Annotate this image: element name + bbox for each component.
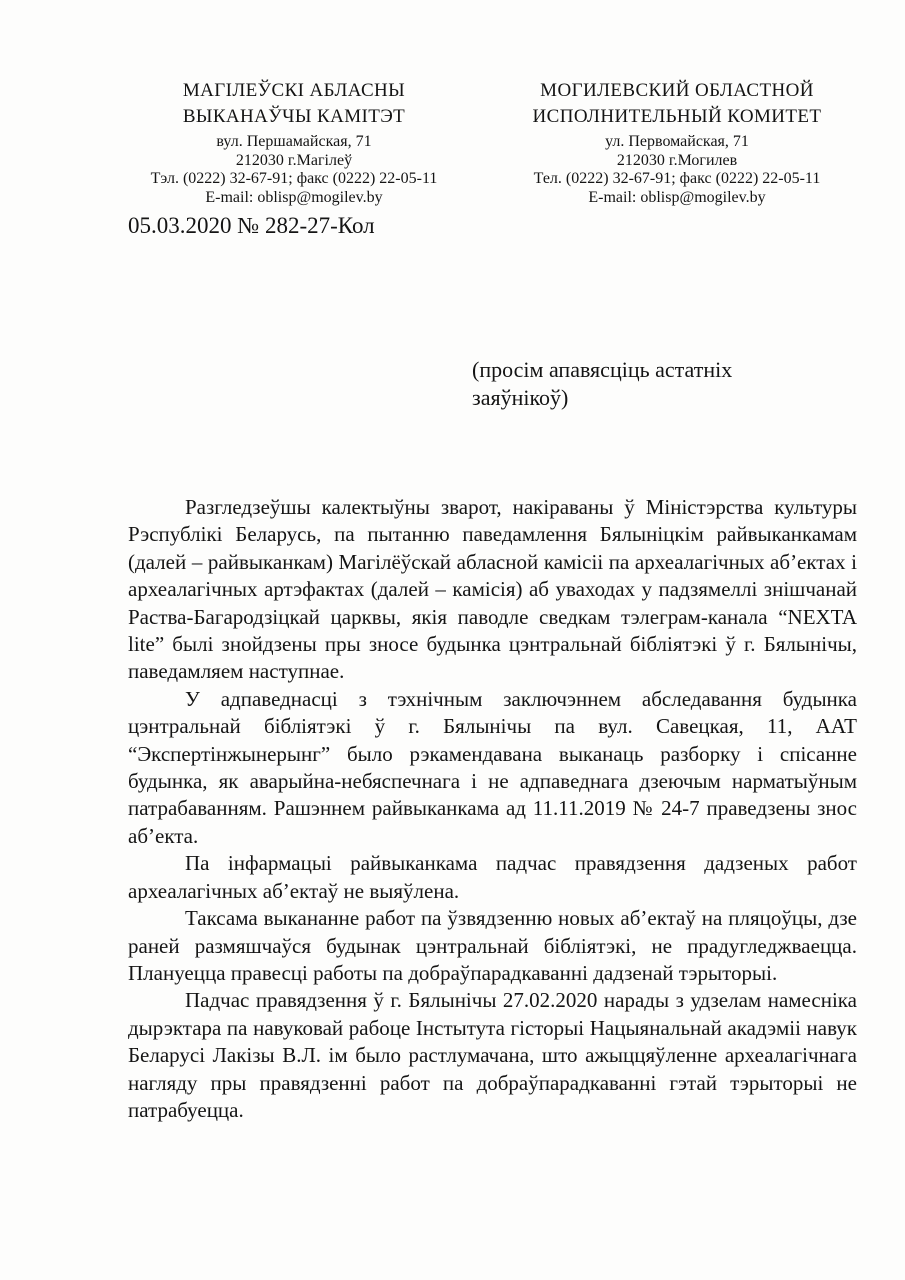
org-name-line2: ИСПОЛНИТЕЛЬНЫЙ КОМИТЕТ bbox=[532, 106, 822, 127]
email-line: E-mail: oblisp@mogilev.by bbox=[588, 188, 766, 206]
letterhead-left bbox=[118, 78, 470, 207]
phone-fax-line: Тэл. (0222) 32-67-91; факс (0222) 22-05-11 bbox=[150, 170, 438, 187]
phone-fax-line: Тел. (0222) 32-67-91; факс (0222) 22-05-11 bbox=[533, 170, 821, 187]
org-name-russian bbox=[496, 78, 858, 130]
address-block-russian bbox=[496, 133, 858, 207]
city-address: 212030 г.Могилев bbox=[616, 151, 738, 169]
org-name-belarusian bbox=[118, 78, 470, 130]
body-paragraph-4: Таксама выкананне работ па ўзвядзенню новых аб’ектаў на пляцоўцы, дзе раней размяшчаўся будынак цэнтральнай бібліятэкі, не прадугледжваецца. Плануецца правесці работы па добраўпарадкаванні дадзенай тэрыторыі. bbox=[128, 906, 857, 985]
address-block-belarusian bbox=[118, 133, 470, 207]
body-paragraph-2: У адпаведнасці з тэхнічным заключэннем абследавання будынка цэнтральнай бібліятэкі ў г. Бялынічы па вул. Савецкая, 11, ААТ “Экспертінжынерынг” было рэкамендавана выканаць разборку і спісанне будынка, як аварыйна-небяспечнага і не адпаведнага дзеючым нарматыўным патрабаванням. Рашэннем райвыканкама ад 11.11.2019 № 24-7 праведзены знос аб’екта. bbox=[128, 686, 857, 848]
reference-date-number: 05.03.2020 № 282-27-Кол bbox=[128, 213, 375, 238]
org-name-line1: МАГІЛЕЎСКІ АБЛАСНЫ bbox=[182, 80, 406, 101]
org-name-line2: ВЫКАНАЎЧЫ КАМІТЭТ bbox=[182, 106, 406, 127]
letterhead bbox=[118, 78, 858, 207]
letter-body bbox=[128, 494, 857, 1124]
email-line: E-mail: oblisp@mogilev.by bbox=[205, 188, 383, 206]
city-address: 212030 г.Магілеў bbox=[235, 151, 353, 169]
street-address: вул. Першамайская, 71 bbox=[216, 133, 372, 150]
org-name-line1: МОГИЛЕВСКИЙ ОБЛАСТНОЙ bbox=[540, 80, 814, 101]
routing-note: (просім апавясціць астатніх заяўнікоў) bbox=[472, 357, 733, 410]
body-paragraph-1: Разгледзеўшы калектыўны зварот, накіраваны ў Міністэрства культуры Рэспублікі Беларусь, па пытанню паведамлення Бялыніцкім райвыканкамам (далей – райвыканкам) Магілёўскай абласной камісіі па археалагічных аб’ектах і археалагічных артэфактах (далей – камісія) аб уваходах у падзямеллі знішчанай Раства-Багародзіцкай царквы, якія паводле сведкам тэлеграм-канала “NEXTA lite” былі знойдзены пры зносе будынка цэнтральнай бібліятэкі ў г. Бялынічы, паведамляем наступнае. bbox=[128, 495, 857, 684]
street-address: ул. Первомайская, 71 bbox=[605, 133, 749, 150]
body-paragraph-5: Падчас правядзення ў г. Бялынічы 27.02.2020 нарады з удзелам намесніка дырэктара па навуковай рабоце Інстытута гісторыі Нацыянальнай акадэміі навук Беларусі Лакізы В.Л. ім было растлумачана, што ажыццяўленне археалагічнага нагляду пры правядзенні работ па добраўпарадкаванні гэтай тэрыторыі не патрабуецца. bbox=[128, 988, 857, 1122]
body-paragraph-3: Па інфармацыі райвыканкама падчас правядзення дадзеных работ археалагічных аб’ектаў не выяўлена. bbox=[128, 851, 857, 903]
letterhead-right bbox=[496, 78, 858, 207]
